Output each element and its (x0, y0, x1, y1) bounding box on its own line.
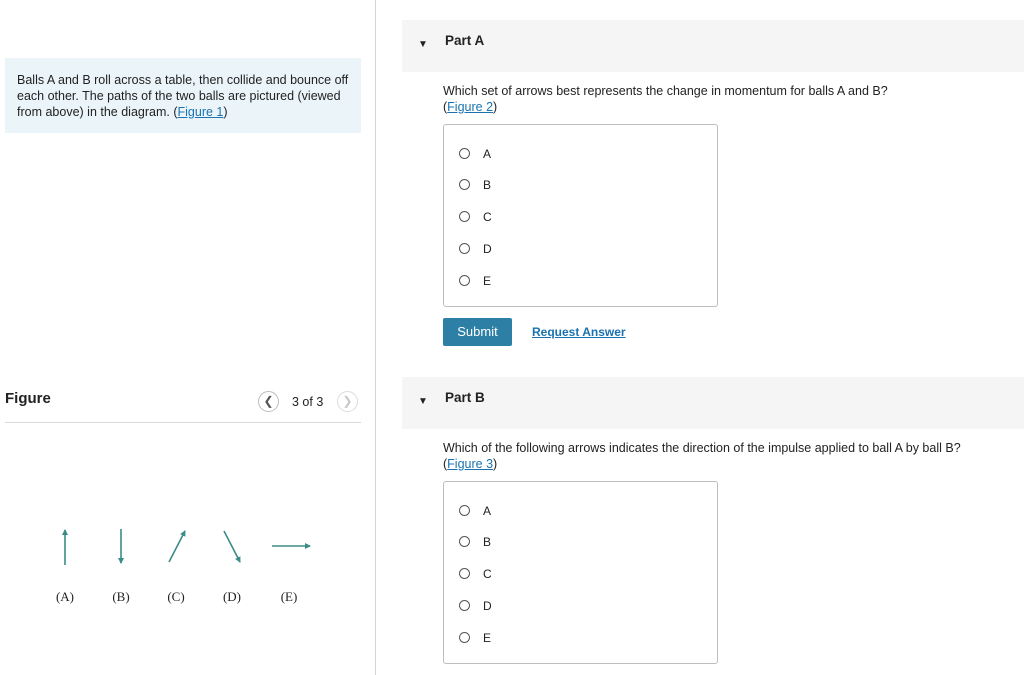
choice-label: A (483, 147, 492, 161)
part-b-question (443, 440, 1003, 472)
part-a-header[interactable] (402, 20, 1024, 72)
radio-button[interactable] (459, 568, 470, 579)
arrow-d (224, 531, 240, 562)
part-a-choices (443, 124, 718, 307)
radio-button[interactable] (459, 505, 470, 516)
choice-label: A (483, 504, 492, 518)
radio-button[interactable] (459, 243, 470, 254)
part-a-paren-open: ( (443, 100, 448, 114)
arrow-c (169, 531, 185, 562)
choice-label: E (483, 274, 492, 288)
figure-prev-button[interactable] (258, 391, 279, 412)
radio-button[interactable] (459, 211, 470, 222)
arrow-label-b: (B) (112, 589, 130, 604)
chevron-left-icon: ❮ (263, 394, 274, 408)
left-panel (0, 0, 375, 675)
choice-label: C (483, 210, 492, 224)
part-b-paren-open: ( (443, 457, 448, 471)
figure-header (5, 388, 361, 423)
caret-down-icon: ▼ (418, 396, 428, 407)
caret-down-icon: ▼ (418, 39, 428, 50)
choice-label: E (483, 631, 492, 645)
part-b-header[interactable] (402, 377, 1024, 429)
radio-button[interactable] (459, 600, 470, 611)
intro-paren-close: ) (223, 105, 228, 119)
part-b-paren-close: ) (493, 457, 498, 471)
figure-arrows-diagram (0, 515, 375, 625)
radio-button[interactable] (459, 179, 470, 190)
problem-intro (5, 58, 361, 133)
choice-label: B (483, 178, 492, 192)
submit-button[interactable]: Submit (443, 318, 512, 346)
part-a-paren-close: ) (493, 100, 498, 114)
choice-label: B (483, 535, 492, 549)
figure-3-link[interactable]: Figure 3 (447, 457, 494, 471)
part-b-choices (443, 481, 718, 664)
radio-button[interactable] (459, 148, 470, 159)
part-a-question (443, 83, 1003, 115)
figure-counter: 3 of 3 (292, 395, 324, 409)
arrow-label-e: (E) (280, 589, 298, 604)
request-answer-link[interactable]: Request Answer (532, 325, 626, 339)
figure-next-button[interactable] (337, 391, 358, 412)
choice-label: D (483, 599, 492, 613)
part-a-question-text: Which set of arrows best represents the change in momentum for balls A and B? (443, 84, 888, 98)
radio-button[interactable] (459, 632, 470, 643)
part-b-question-text: Which of the following arrows indicates the direction of the impulse applied to ball A by ball B? (443, 441, 961, 455)
choice-label: D (483, 242, 492, 256)
radio-button[interactable] (459, 275, 470, 286)
radio-button[interactable] (459, 536, 470, 547)
choice-label: C (483, 567, 492, 581)
figure-1-link[interactable]: Figure 1 (177, 105, 224, 119)
part-b-title: Part B (445, 390, 485, 405)
figure-title: Figure (5, 390, 51, 407)
arrow-label-c: (C) (167, 589, 185, 604)
part-a-title: Part A (445, 33, 485, 48)
intro-text: Balls A and B roll across a table, then collide and bounce off each other. The paths of the two balls are pictured (viewed from above) in the diagram. (17, 73, 349, 119)
figure-2-link[interactable]: Figure 2 (447, 100, 494, 114)
column-divider (375, 0, 376, 675)
arrow-label-a: (A) (55, 589, 75, 604)
arrow-label-d: (D) (222, 589, 242, 604)
chevron-right-icon: ❯ (342, 394, 353, 408)
intro-paren-open: ( (173, 105, 178, 119)
